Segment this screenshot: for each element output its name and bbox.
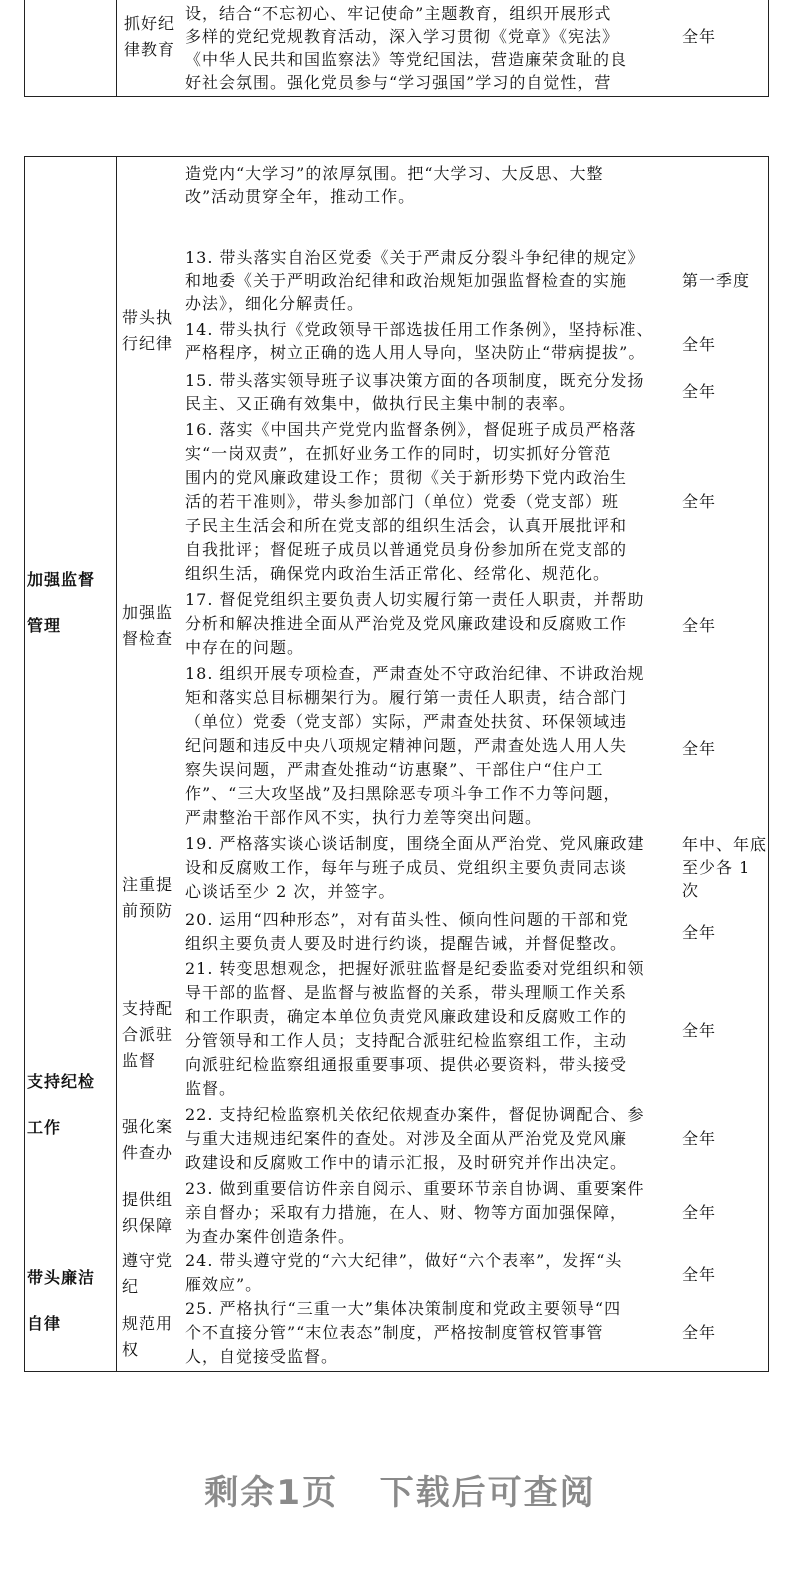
subcategory-cell: 支持配合派驻监督 bbox=[122, 999, 174, 1070]
content-line: 改”活动贯穿全年，推动工作。 bbox=[185, 187, 416, 206]
item-line: 23. 做到重要信访件亲自阅示、重要环节亲自协调、重要案件 bbox=[185, 1179, 645, 1198]
item-line: 办法》，细化分解责任。 bbox=[185, 294, 365, 313]
item-line: 组织主要负责人要及时进行约谈，提醒告诫，并督促整改。 bbox=[185, 934, 628, 953]
item-line: 作”、“三大攻坚战”及扫黑除恶专项斗争工作不力等问题， bbox=[185, 784, 621, 803]
item-line: 中存在的问题。 bbox=[185, 638, 305, 657]
item-line: 17. 督促党组织主要负责人切实履行第一责任人职责，并帮助 bbox=[185, 590, 645, 609]
item-line: 分管领导和工作人员；支持配合派驻纪检监察组工作，主动 bbox=[185, 1031, 628, 1050]
content-line: 设，结合“不忘初心、牢记使命”主题教育，组织开展形式 bbox=[185, 4, 612, 23]
category-line: 加强监督 bbox=[27, 570, 96, 589]
item-line: 察失误问题，严肃查处推动“访惠聚”、干部住户“住户工 bbox=[185, 760, 604, 779]
item-line: 16. 落实《中国共产党党内监督条例》，督促班子成员严格落 bbox=[185, 420, 637, 439]
item-line: 20. 运用“四种形态”，对有苗头性、倾向性问题的干部和党 bbox=[185, 910, 629, 929]
main-table bbox=[24, 156, 769, 1372]
item-line: 25. 严格执行“三重一大”集体决策制度和党政主要领导“四 bbox=[185, 1299, 622, 1318]
item-line: 严肃整治干部作风不实，执行力差等突出问题。 bbox=[185, 808, 543, 827]
category-line: 支持纪检 bbox=[27, 1072, 96, 1091]
subcategory-cell: 加强监督检查 bbox=[122, 603, 174, 648]
item-line: 雁效应”。 bbox=[185, 1275, 263, 1294]
subcategory-cell: 强化案件查办 bbox=[122, 1117, 174, 1162]
category-cell bbox=[27, 1067, 95, 1143]
item-line: 自我批评；督促班子成员以普通党员身份参加所在党支部的 bbox=[185, 540, 628, 559]
category-cell bbox=[27, 565, 95, 641]
item-line: 民主、又正确有效集中，做执行民主集中制的表率。 bbox=[185, 394, 577, 413]
item-line: 个不直接分管”“末位表态”制度，严格按制度管权管事管 bbox=[185, 1323, 604, 1342]
item-line: 纪问题和违反中央八项规定精神问题，严肃查处选人用人失 bbox=[185, 736, 628, 755]
category-cell bbox=[27, 1263, 95, 1339]
item-line: 21. 转变思想观念，把握好派驻监督是纪委监委对党组织和领 bbox=[185, 959, 645, 978]
item-line: 子民主生活会和所在党支部的组织生活会，认真开展批评和 bbox=[185, 516, 628, 535]
subcategory-cell: 抓好纪律教育 bbox=[124, 14, 176, 59]
item-line: 心谈话至少 2 次，并签字。 bbox=[185, 882, 396, 901]
item-line: 为查办案件创造条件。 bbox=[185, 1227, 356, 1246]
item-line: 围内的党风廉政建设工作；贯彻《关于新形势下党内政治生 bbox=[185, 468, 628, 487]
content-line: 多样的党纪党规教育活动，深入学习贯彻《党章》《宪法》 bbox=[185, 27, 620, 46]
time-cell: 全年 bbox=[682, 923, 717, 942]
time-cell: 全年 bbox=[682, 492, 717, 511]
item-line: 24. 带头遵守党的“六大纪律”，做好“六个表率”，发挥“头 bbox=[185, 1251, 623, 1270]
item-line: 实“一岗双责”，在抓好业务工作的同时，切实抓好分管范 bbox=[185, 444, 612, 463]
item-line: 和工作职责，确定本单位负责党风廉政建设和反腐败工作的 bbox=[185, 1007, 628, 1026]
time-cell: 全年 bbox=[682, 1021, 717, 1040]
item-line: 矩和落实总目标棚架行为。履行第一责任人职责，结合部门 bbox=[185, 688, 628, 707]
item-line: 政建设和反腐败工作中的请示汇报，及时研究并作出决定。 bbox=[185, 1153, 628, 1172]
item-line: 活的若干准则》，带头参加部门（单位）党委（党支部）班 bbox=[185, 492, 620, 511]
remaining-pages-notice: 剩余1页 下载后可查阅 bbox=[204, 1473, 596, 1513]
time-cell: 全年 bbox=[682, 739, 717, 758]
category-line: 工作 bbox=[27, 1118, 62, 1137]
item-line: 18. 组织开展专项检查，严肃查处不守政治纪律、不讲政治规 bbox=[185, 664, 645, 683]
item-line: 22. 支持纪检监察机关依纪依规查办案件，督促协调配合、参 bbox=[185, 1105, 645, 1124]
item-line: 与重大违规违纪案件的查处。对涉及全面从严治党及党风廉 bbox=[185, 1129, 628, 1148]
time-cell: 全年 bbox=[682, 1265, 717, 1284]
time-cell: 全年 bbox=[682, 616, 717, 635]
subcategory-cell: 遵守党纪 bbox=[122, 1251, 174, 1296]
item-line: 组织生活，确保党内政治生活正常化、经常化、规范化。 bbox=[185, 564, 611, 583]
time-cell: 全年 bbox=[682, 27, 717, 46]
time-cell: 全年 bbox=[682, 1323, 717, 1342]
item-line: 14. 带头执行《党政领导干部选拔任用工作条例》，坚持标准、 bbox=[185, 320, 654, 339]
item-line: 监督。 bbox=[185, 1079, 237, 1098]
time-cell: 全年 bbox=[682, 1129, 717, 1148]
time-cell: 全年 bbox=[682, 382, 717, 401]
item-line: 19. 严格落实谈心谈话制度，围绕全面从严治党、党风廉政建 bbox=[185, 834, 645, 853]
item-line: 亲自督办；采取有力措施，在人、财、物等方面加强保障， bbox=[185, 1203, 628, 1222]
item-line: 13. 带头落实自治区党委《关于严肃反分裂斗争纪律的规定》 bbox=[185, 248, 645, 267]
item-line: 设和反腐败工作，每年与班子成员、党组织主要负责同志谈 bbox=[185, 858, 628, 877]
item-line: 15. 带头落实领导班子议事决策方面的各项制度，既充分发扬 bbox=[185, 371, 645, 390]
category-line: 自律 bbox=[27, 1314, 62, 1333]
column-divider bbox=[116, 0, 117, 96]
item-line: 严格程序，树立正确的选人用人导向，坚决防止“带病提拔”。 bbox=[185, 343, 646, 362]
item-line: 和地委《关于严明政治纪律和政治规矩加强监督检查的实施 bbox=[185, 271, 628, 290]
content-line: 好社会氛围。强化党员参与“学习强国”学习的自觉性，营 bbox=[185, 73, 612, 92]
subcategory-cell: 规范用权 bbox=[122, 1314, 174, 1359]
column-divider bbox=[116, 157, 117, 1371]
subcategory-cell: 带头执行纪律 bbox=[122, 308, 174, 353]
time-cell: 年中、年底至少各 1 次 bbox=[682, 835, 768, 900]
subcategory-cell: 注重提前预防 bbox=[122, 875, 174, 920]
item-line: 导干部的监督、是监督与被监督的关系，带头理顺工作关系 bbox=[185, 983, 628, 1002]
content-line: 《中华人民共和国监察法》等党纪国法，营造廉荣贪耻的良 bbox=[185, 50, 628, 69]
top-table-fragment bbox=[24, 0, 769, 97]
subcategory-cell: 提供组织保障 bbox=[122, 1190, 174, 1235]
content-line: 造党内“大学习”的浓厚氛围。把“大学习、大反思、大整 bbox=[185, 164, 604, 183]
item-line: 人，自觉接受监督。 bbox=[185, 1347, 339, 1366]
item-line: 分析和解决推进全面从严治党及党风廉政建设和反腐败工作 bbox=[185, 614, 628, 633]
category-line: 带头廉洁 bbox=[27, 1268, 96, 1287]
time-cell: 第一季度 bbox=[682, 271, 751, 290]
time-cell: 全年 bbox=[682, 335, 717, 354]
item-line: （单位）党委（党支部）实际，严肃查处扶贫、环保领域违 bbox=[185, 712, 628, 731]
time-cell: 全年 bbox=[682, 1203, 717, 1222]
category-line: 管理 bbox=[27, 616, 62, 635]
item-line: 向派驻纪检监察组通报重要事项、提供必要资料，带头接受 bbox=[185, 1055, 628, 1074]
